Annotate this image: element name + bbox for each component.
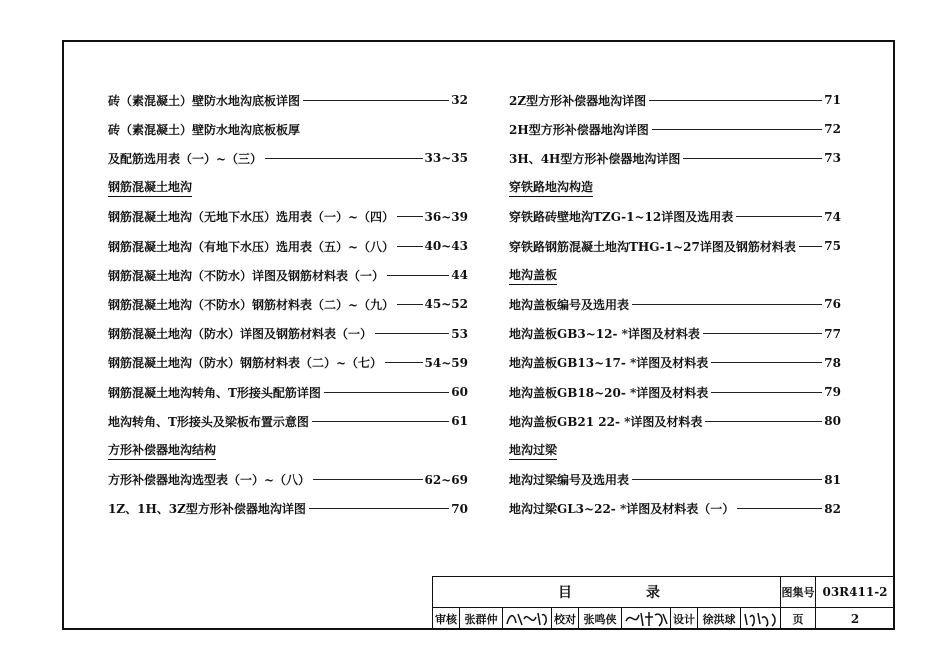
toc-entry-page: 36~39 xyxy=(424,209,468,224)
toc-entry-page: 79 xyxy=(824,385,841,399)
leader-line xyxy=(397,216,422,217)
toc-entry-page: 45~52 xyxy=(424,297,468,312)
toc-entry-title: 地沟转角、T形接头及梁板布置示意图 xyxy=(108,414,309,429)
toc-entry xyxy=(509,470,841,490)
toc-entry xyxy=(108,207,468,227)
toc-entry-title: 1Z、1H、3Z型方形补偿器地沟详图 xyxy=(108,502,306,517)
leader-line xyxy=(324,392,449,393)
toc-entry-title: 钢筋混凝土地沟（防水）钢筋材料表（二）~（七） xyxy=(108,356,383,371)
toc-entry xyxy=(509,294,841,314)
toc-section-heading xyxy=(108,440,468,460)
leader-line xyxy=(397,246,422,247)
toc-entry-title: 3H、4H型方形补偿器地沟详图 xyxy=(509,151,681,166)
check-label: 校对 xyxy=(551,607,579,630)
toc-entry xyxy=(509,148,841,168)
leader-line xyxy=(737,508,822,509)
toc-entry-title: 地沟过梁编号及选用表 xyxy=(509,473,630,488)
page-number: 2 xyxy=(815,607,895,630)
title-cell xyxy=(432,576,781,608)
toc-entry-page: 74 xyxy=(824,209,841,224)
toc-entry xyxy=(108,265,468,285)
leader-line xyxy=(736,216,822,217)
toc-entry xyxy=(108,382,468,402)
toc-entry-page: 76 xyxy=(824,297,841,312)
toc-entry-title: 地沟盖板GB18~20- *详图及材料表 xyxy=(509,385,709,400)
toc-entry-page: 80 xyxy=(824,414,841,429)
leader-line xyxy=(387,275,449,276)
toc-entry-page: 71 xyxy=(824,93,841,107)
toc-entry-page: 53 xyxy=(451,326,468,341)
toc-entry-title: 穿铁路地沟构造 xyxy=(509,178,593,197)
reviewer-signature xyxy=(502,607,552,630)
toc-entry-page: 82 xyxy=(824,501,841,516)
leader-line xyxy=(632,479,822,480)
atlas-number: 03R411-2 xyxy=(815,576,895,608)
signature-mark xyxy=(742,609,780,629)
design-label: 设计 xyxy=(670,607,698,630)
toc-entry xyxy=(509,207,841,227)
toc-entry xyxy=(108,499,468,519)
toc-entry xyxy=(108,294,468,314)
toc-entry-page: 62~69 xyxy=(424,472,468,487)
toc-entry-title: 钢筋混凝土地沟（防水）详图及钢筋材料表（一） xyxy=(108,327,373,342)
toc-entry-title: 钢筋混凝土地沟（有地下水压）选用表（五）~（八） xyxy=(108,239,395,254)
toc-entry-title: 地沟盖板GB21 22- *详图及材料表 xyxy=(509,414,703,429)
title-char-1: 目 xyxy=(558,585,572,601)
page-label: 页 xyxy=(780,607,816,630)
leader-line xyxy=(703,333,822,334)
toc-entry-page: 78 xyxy=(824,355,841,370)
toc-entry xyxy=(108,324,468,344)
toc-entry xyxy=(108,119,468,139)
toc-entry-page: 77 xyxy=(824,326,841,341)
toc-entry-page: 32 xyxy=(451,93,468,107)
toc-section-heading xyxy=(108,178,468,198)
leader-line xyxy=(265,158,422,159)
toc-entry-title: 砖（素混凝土）壁防水地沟底板详图 xyxy=(108,93,301,108)
toc-entry-page: 40~43 xyxy=(424,239,468,253)
toc-entry-title: 钢筋混凝土地沟（不防水）详图及钢筋材料表（一） xyxy=(108,268,385,283)
toc-entry-title: 地沟盖板 xyxy=(509,266,557,285)
title-char-2: 录 xyxy=(646,585,660,601)
toc-section-heading xyxy=(509,440,841,460)
leader-line xyxy=(375,333,449,334)
toc-entry-page: 61 xyxy=(451,414,468,429)
toc-entry-title: 2Z型方形补偿器地沟详图 xyxy=(509,93,647,108)
designer-signature xyxy=(740,607,781,630)
toc-entry-page: 44 xyxy=(451,268,468,283)
toc-entry-title: 钢筋混凝土地沟（无地下水压）选用表（一）~（四） xyxy=(108,210,395,225)
reviewer-name: 张群仲 xyxy=(459,607,503,630)
toc-entry-title: 砖（素混凝土）壁防水地沟底板板厚 xyxy=(108,122,301,137)
toc-entry xyxy=(108,470,468,490)
toc-entry xyxy=(509,382,841,402)
toc-entry-page: 70 xyxy=(451,501,468,516)
toc-entry-page: 54~59 xyxy=(424,355,468,370)
toc-entry-title: 地沟过梁 xyxy=(509,441,557,460)
toc-entry xyxy=(509,353,841,373)
toc-entry-title: 地沟盖板GB13~17- *详图及材料表 xyxy=(509,356,709,371)
toc-entry-title: 方形补偿器地沟结构 xyxy=(108,441,216,460)
toc-entry-page: 33~35 xyxy=(424,151,468,166)
toc-entry xyxy=(108,353,468,373)
toc-entry xyxy=(108,90,468,110)
toc-entry-title: 钢筋混凝土地沟转角、T形接头配筋详图 xyxy=(108,385,321,400)
toc-entry-title: 钢筋混凝土地沟（不防水）钢筋材料表（二）~（九） xyxy=(108,297,395,312)
checker-name: 张鸣侠 xyxy=(578,607,622,630)
toc-entry-title: 地沟盖板GB3~12- *详图及材料表 xyxy=(509,327,700,342)
toc-entry-title: 2H型方形补偿器地沟详图 xyxy=(509,122,649,137)
toc-entry-title: 地沟过梁GL3~22- *详图及材料表（一） xyxy=(509,502,735,517)
leader-line xyxy=(385,362,422,363)
leader-line xyxy=(312,421,449,422)
atlas-label: 图集号 xyxy=(780,576,816,608)
toc-entry-title: 穿铁路钢筋混凝土地沟THG-1~27详图及钢筋材料表 xyxy=(509,239,796,254)
leader-line xyxy=(683,158,822,159)
toc-entry-page: 81 xyxy=(824,472,841,487)
leader-line xyxy=(649,100,822,101)
toc-entry xyxy=(509,499,841,519)
checker-signature xyxy=(621,607,671,630)
leader-line xyxy=(711,362,822,363)
toc-section-heading xyxy=(509,178,841,198)
toc-entry-title: 地沟盖板编号及选用表 xyxy=(509,297,630,312)
leader-line xyxy=(799,246,822,247)
leader-line xyxy=(705,421,822,422)
toc-entry xyxy=(108,411,468,431)
toc-entry xyxy=(509,411,841,431)
leader-line xyxy=(313,479,422,480)
leader-line xyxy=(309,508,449,509)
leader-line xyxy=(652,129,823,130)
toc-entry-title: 穿铁路砖壁地沟TZG-1~12详图及选用表 xyxy=(509,210,734,225)
toc-section-heading xyxy=(509,265,841,285)
leader-line xyxy=(303,100,449,101)
title-block xyxy=(432,576,895,630)
toc-entry-page: 60 xyxy=(451,385,468,399)
leader-line xyxy=(397,304,422,305)
signature-mark xyxy=(504,609,550,629)
leader-line xyxy=(632,304,822,305)
toc-entry-title: 方形补偿器地沟选型表（一）~（八） xyxy=(108,473,311,488)
toc-entry-page: 72 xyxy=(824,122,841,137)
toc-entry xyxy=(509,324,841,344)
review-label: 审核 xyxy=(432,607,460,630)
toc-entry-page: 73 xyxy=(824,151,841,166)
toc-entry xyxy=(108,148,468,168)
toc-entry xyxy=(509,119,841,139)
toc-entry xyxy=(509,236,841,256)
toc-entry xyxy=(509,90,841,110)
toc-entry-title: 钢筋混凝土地沟 xyxy=(108,178,192,197)
designer-name: 徐洪球 xyxy=(697,607,741,630)
toc-entry xyxy=(108,236,468,256)
leader-line xyxy=(711,392,822,393)
signature-mark xyxy=(623,609,669,629)
toc-entry-title: 及配筋选用表（一）~（三） xyxy=(108,151,263,166)
toc-entry-page: 75 xyxy=(824,239,841,253)
